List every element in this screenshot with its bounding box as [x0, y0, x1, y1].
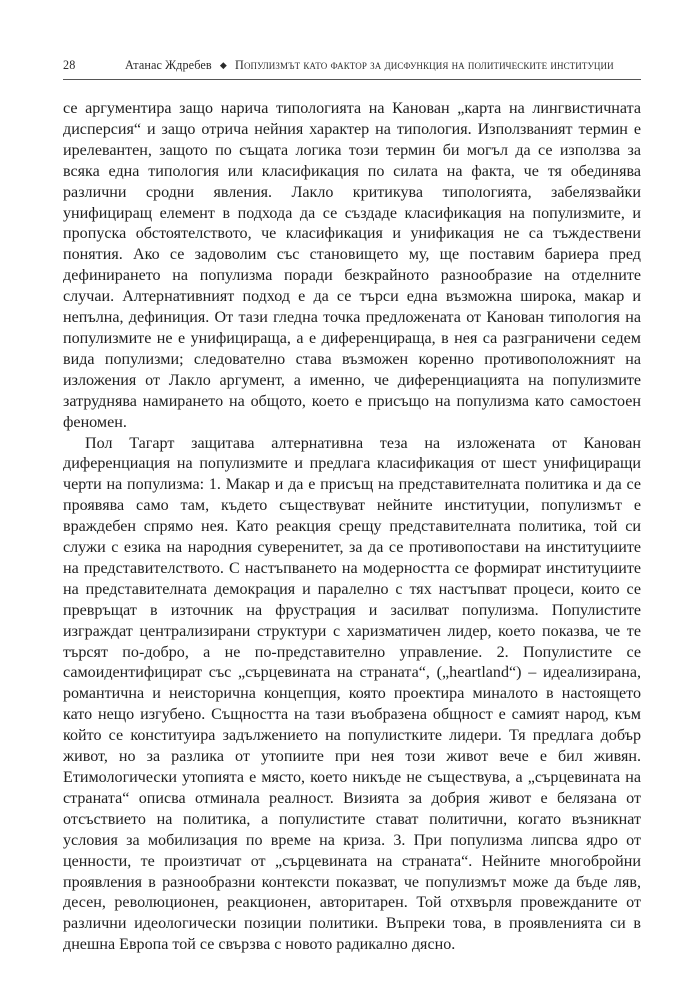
paragraph-2: Пол Тагарт защитава алтернативна теза на изложената от Канован диференциация на популизмите и предлага класификация от шест унифициращи черти на популизма: 1. Макар и да е присъщ на представителната политика и да се проявява само там, където съществуват нейните институции, популизмът е враждебен спрямо нея. Като реакция срещу представителната политика, той си служи с езика на народния суверенитет, за да се противопостави на институциите на представителството. С настъпването на модерността се формират институциите на представителната демокрация и паралелно с тях настъпват процеси, които се превръщат в източник на фрустрация и засилват популизма. Популистите изграждат централизирани структури с харизматичен лидер, което показва, че те търсят по-добро, а не по-представително управление. 2. Популистите се самоидентифицират със „сърцевината на страната“, („heartland“) – идеализирана, романтична и неисторична концепция, която проектира миналото в настоящето като нещо изгубено. Същността на тази въобразена общност е самият народ, към който се конституира задължението на популистките лидери. Тя предлага добър живот, но за разлика от утопиите при нея този живот вече е бил живян. Етимологически утопията е място, което никъде не съществува, а „сърцевината на страната“ описва отминала реалност. Визията за добрия живот е белязана от отсъствието на политика, а популистите стават политични, когато възникнат условия за мобилизация по време на криза. 3. При популизма липсва ядро от ценности, те произтичат от „сърцевината на страната“. Нейните многобройни проявления в разнообразни контексти показват, че популизмът може да бъде ляв, десен, революционен, реакционен, авторитарен. Той отхвърля провежданите от различни идеологически позиции политики. Въпреки това, в проявленията си в днешна Европа той се свързва с новото радикално дясно. [63, 434, 641, 954]
running-header-title [125, 58, 643, 73]
paragraph-1: се аргументира защо нарича типологията на Канован „карта на лингвистичната дисперсия“ и защо отрича нейния характер на типология. Използваният термин е ирелевантен, защото по същата логика този термин би могъл да се използва за всяка една типология или класификация по силата на факта, че тя обединява различни сродни явления. Лакло критикува типологията, забелязвайки унифициращ елемент в подхода да се създаде класификация на популизмите, и пропуска обстоятелството, че класификация и унификация не са тъждествени понятия. Ако се задоволим със становището му, ще поставим бариера пред дефинирането на популизма поради безкрайното разнообразие на отделните случаи. Алтернативният подход е да се търси една възможна широка, макар и непълна, дефиниция. От тази гледна точка предложената от Канован типология на популизмите не е унифицираща, а е диференцираща, в нея са разграничени седем вида популизми; следователно става възможен коренно противоположният на изложения от Лакло аргумент, а именно, че диференциацията на популизмите затруднява намирането на общото, което е присъщо на популизма като самостоен феномен. [63, 100, 641, 431]
header-book-title: Популизмът като фактор за дисфункция на политическите институции [235, 58, 614, 72]
running-header [63, 58, 643, 80]
header-author: Атанас Ждребев [125, 58, 212, 72]
diamond-separator-icon: ◆ [219, 60, 227, 70]
page-number: 28 [63, 58, 76, 72]
body-text [63, 99, 641, 956]
header-rule [63, 79, 641, 80]
